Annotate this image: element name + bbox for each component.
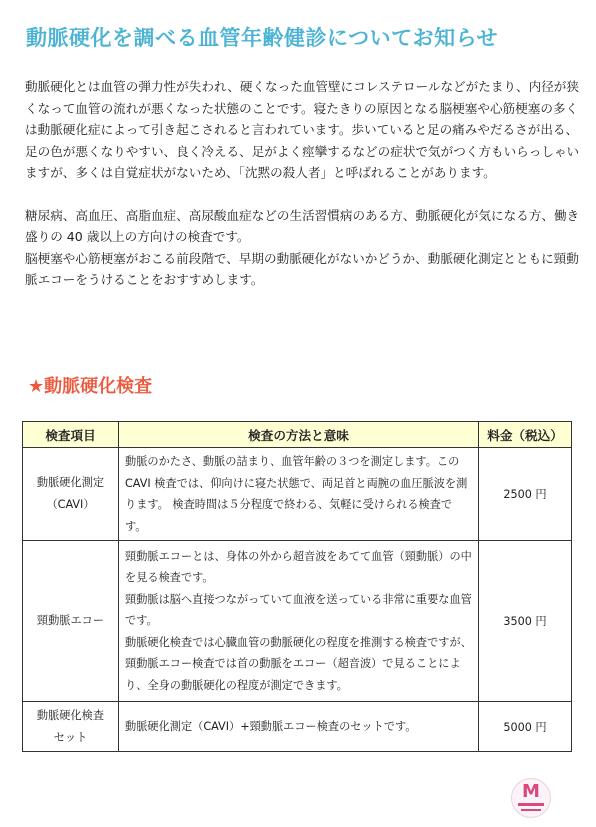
exam-table bbox=[22, 421, 572, 752]
exam-price: 2500 円 bbox=[479, 448, 572, 541]
exam-description: 動脈硬化測定（CAVI）+頸動脈エコー検査のセットです。 bbox=[125, 719, 417, 733]
exam-description: 頸動脈エコーとは、身体の外から超音波をあてて血管（頸動脈）の中を見る検査です。 bbox=[125, 549, 472, 585]
exam-item-line: （CAVI） bbox=[46, 498, 95, 511]
header-price: 料金（税込） bbox=[479, 422, 572, 448]
intro-text bbox=[25, 76, 580, 291]
intro-paragraph-2: 糖尿病、高血圧、高脂血症、高尿酸血症などの生活習慣病のある方、動脈硬化が気になる方、働き盛りの 40 歳以上の方向けの検査です。 bbox=[25, 207, 580, 244]
exam-description-cell bbox=[119, 702, 479, 752]
exam-price: 5000 円 bbox=[479, 702, 572, 752]
table-row bbox=[23, 702, 572, 752]
table-header-row bbox=[23, 422, 572, 448]
clinic-logo bbox=[511, 778, 551, 818]
table-row bbox=[23, 448, 572, 541]
intro-paragraph-3: 脳梗塞や心筋梗塞がおこる前段階で、早期の動脈硬化がないかどうか、動脈硬化測定とともに頸動脈エコーをうけることをおすすめします。 bbox=[25, 250, 579, 287]
exam-description: 動脈のかたさ、動脈の詰まり、血管年齢の３つを測定します。このCAVI 検査では、仰向けに寝た状態で、両足首と両腕の血圧脈波を測ります。 検査時間は５分程度で終わる、気軽に受けられる検査です。 bbox=[125, 455, 468, 533]
section-heading: ★動脈硬化検査 bbox=[28, 376, 153, 397]
page-title: 動脈硬化を調べる血管年齢健診についてお知らせ bbox=[26, 26, 498, 50]
exam-description: 頸動脈は脳へ直接つながっていて血液を送っている非常に重要な血管です。 bbox=[125, 592, 472, 628]
exam-item-line: 動脈硬化検査 bbox=[36, 708, 105, 722]
exam-item-cell bbox=[23, 448, 119, 541]
exam-description: 動脈硬化検査では心臓血管の動脈硬化の程度を推測する検査ですが、頸動脈エコー検査では首の動脈をエコー（超音波）で見ることにより、全身の動脈硬化の程度が測定できます。 bbox=[125, 635, 472, 692]
exam-description-cell bbox=[119, 541, 479, 702]
header-item: 検査項目 bbox=[23, 422, 119, 448]
exam-item-cell bbox=[23, 541, 119, 702]
exam-item-line: セット bbox=[53, 730, 88, 744]
exam-description-cell bbox=[119, 448, 479, 541]
intro-paragraph-1: 動脈硬化とは血管の弾力性が失われ、硬くなった血管壁にコレステロールなどがたまり、内径が狭くなって血管の流れが悪くなった状態のことです。寝たきりの原因となる脳梗塞や心筋梗塞の多くは動脈硬化症によって引き起こされると言われています。歩いていると足の痛みやだるさが出る、足の色が悪くなりやすい、良く冷える、足がよく痙攣するなどの症状で気がつく方もいらっしゃいますが、多くは自覚症状がないため、「沈黙の殺人者」と呼ばれることがあります。 bbox=[25, 79, 580, 180]
header-method: 検査の方法と意味 bbox=[119, 422, 479, 448]
exam-price: 3500 円 bbox=[479, 541, 572, 702]
exam-item-line: 動脈硬化測定 bbox=[36, 476, 105, 489]
exam-item-line: 頸動脈エコー bbox=[36, 614, 105, 627]
exam-item-cell bbox=[23, 702, 119, 752]
logo-mark: M bbox=[522, 781, 540, 802]
table-row bbox=[23, 541, 572, 702]
